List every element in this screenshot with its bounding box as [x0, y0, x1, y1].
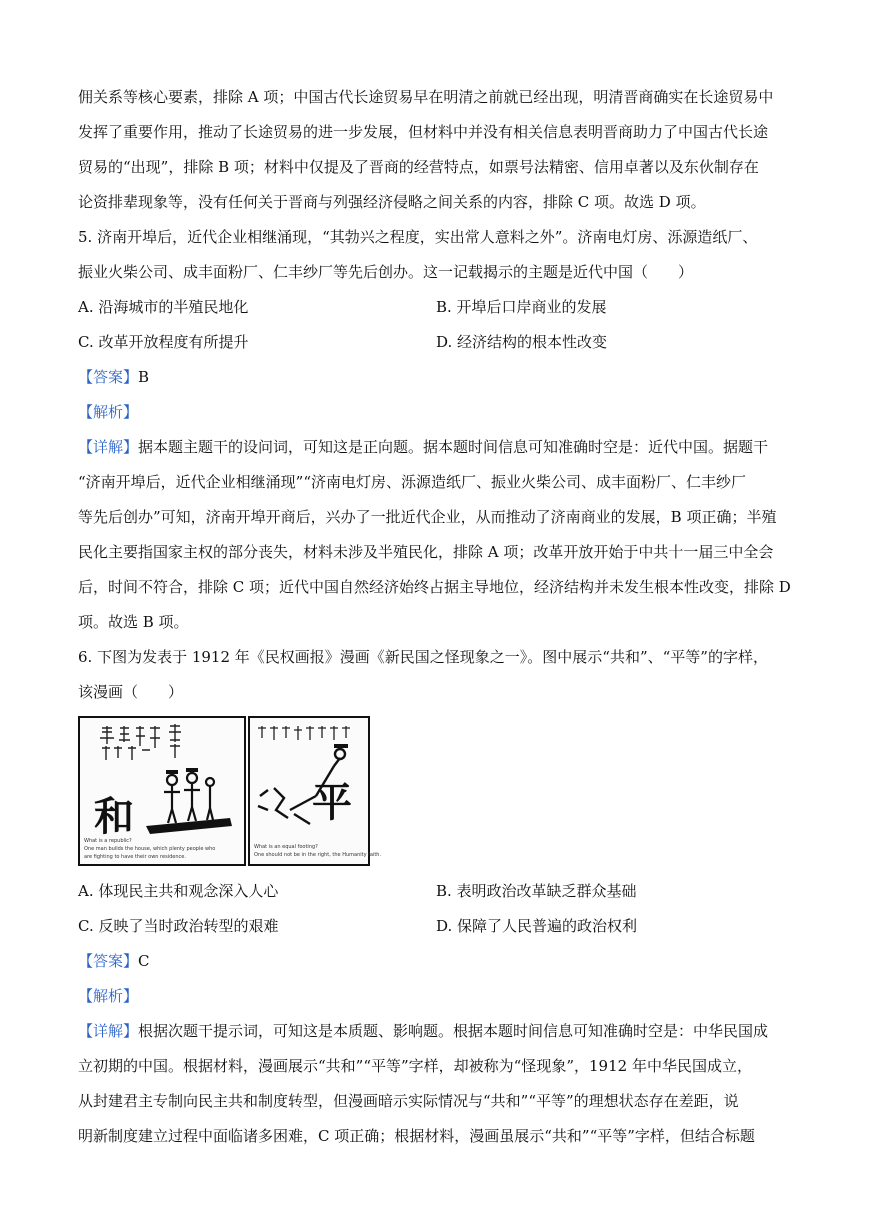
cartoon-char-ping: 平: [312, 780, 352, 826]
text-line: 明新制度建立过程中面临诸多困难，C 项正确；根据材料，漫画虽展示“共和”“平等”字样，但结合标题: [78, 1127, 755, 1145]
answer-tag: 【答案】: [78, 952, 139, 970]
option-c[interactable]: C. 反映了当时政治转型的艰难: [78, 917, 279, 935]
options-row: [78, 290, 794, 325]
text-line: 项。故选 B 项。: [78, 613, 189, 631]
question-stem: 5. 济南开埠后，近代企业相继涌现，“其勃兴之程度，实出常人意料之外”。济南电灯房、泺源造纸厂、: [78, 228, 758, 246]
text-line: 论资排辈现象等，没有任何关于晋商与列强经济侵略之间关系的内容，排除 C 项。故选 D 项。: [78, 193, 706, 211]
option-d[interactable]: D. 经济结构的根本性改变: [436, 333, 608, 351]
text-line: 等先后创办”可知，济南开埠开商后，兴办了一批近代企业，从而推动了济南商业的发展，B 项正确；半殖: [78, 508, 777, 526]
options-row: [78, 325, 794, 360]
detail-tag: 【详解】: [78, 438, 139, 456]
option-a[interactable]: A. 体现民主共和观念深入人心: [78, 882, 279, 900]
answer-tag: 【答案】: [78, 368, 139, 386]
cartoon-caption: One man builds the house, which plenty people who: [84, 846, 216, 852]
text-line: 贸易的“出现”，排除 B 项；材料中仅提及了晋商的经营特点，如票号法精密、信用卓著以及东伙制存在: [78, 158, 759, 176]
question-5: [78, 220, 794, 640]
cartoon-caption: One should not be in the right, the Humanity faith.: [254, 852, 382, 858]
cartoon-caption: are fighting to have their own residence.: [84, 854, 186, 860]
text-line: 民化主要指国家主权的部分丧失，材料未涉及半殖民化，排除 A 项；改革开放开始于中共十一届三中全会: [78, 543, 774, 561]
answer-value: C: [138, 952, 150, 970]
text-line: 【详解】据本题主题干的设问词，可知这是正向题。据本题时间信息可知准确时空是：近代中国。据题干: [78, 438, 769, 456]
text-line: 立初期的中国。根据材料，漫画展示“共和”“平等”字样，却被称为“怪现象”，1912 年中华民国成立，: [78, 1057, 752, 1075]
cartoon-char-he: 和: [94, 794, 134, 840]
options-row: [78, 909, 794, 944]
question-stem: 振业火柴公司、成丰面粉厂、仁丰纱厂等先后创办。这一记载揭示的主题是近代中国（ ）: [78, 263, 694, 281]
question-6: [78, 640, 794, 1154]
text-line: 后，时间不符合，排除 C 项；近代中国自然经济始终占据主导地位，经济结构并未发生根本性改变，排除 D: [78, 578, 791, 596]
text-line: 佣关系等核心要素，排除 A 项；中国古代长途贸易早在明清之前就已经出现，明清晋商确实在长途贸易中: [78, 88, 774, 106]
question-stem: 该漫画（ ）: [78, 683, 184, 701]
detail-tag: 【详解】: [78, 1022, 139, 1040]
text-line: 发挥了重要作用，推动了长途贸易的进一步发展，但材料中并没有相关信息表明晋商助力了中国古代长途: [78, 123, 769, 141]
detail-paragraph: [78, 1014, 794, 1154]
option-a[interactable]: A. 沿海城市的半殖民地化: [78, 298, 249, 316]
option-b[interactable]: B. 开埠后口岸商业的发展: [436, 298, 607, 316]
analysis-tag: 【解析】: [78, 403, 139, 421]
option-d[interactable]: D. 保障了人民普遍的政治权利: [436, 917, 638, 935]
text-line: 从封建君主专制向民主共和制度转型，但漫画暗示实际情况与“共和”“平等”的理想状态存在差距，说: [78, 1092, 739, 1110]
cartoon-figure: [78, 716, 794, 868]
answer-line: [78, 360, 794, 395]
question-stem: 6. 下图为发表于 1912 年《民权画报》漫画《新民国之怪现象之一》。图中展示“共和”、“平等”的字样，: [78, 648, 768, 666]
cartoon-caption: What is a republic?: [84, 838, 132, 844]
document-page: [78, 80, 794, 1154]
cartoon-panel-equality: [248, 716, 382, 866]
analysis-tag: 【解析】: [78, 987, 139, 1005]
cartoon-caption: What is an equal footing?: [254, 844, 318, 850]
text-line: “济南开埠后，近代企业相继涌现”“济南电灯房、泺源造纸厂、振业火柴公司、成丰面粉厂、仁丰纱厂: [78, 473, 747, 491]
answer-value: B: [138, 368, 150, 386]
option-b[interactable]: B. 表明政治改革缺乏群众基础: [436, 882, 637, 900]
answer-line: [78, 944, 794, 979]
detail-paragraph: [78, 430, 794, 640]
option-c[interactable]: C. 改革开放程度有所提升: [78, 333, 249, 351]
options-row: [78, 874, 794, 909]
intro-paragraph: [78, 80, 794, 220]
text-line: 【详解】根据次题干提示词，可知这是本质题、影响题。根据本题时间信息可知准确时空是：中华民国成: [78, 1022, 769, 1040]
cartoon-panel-republic: [78, 716, 246, 866]
